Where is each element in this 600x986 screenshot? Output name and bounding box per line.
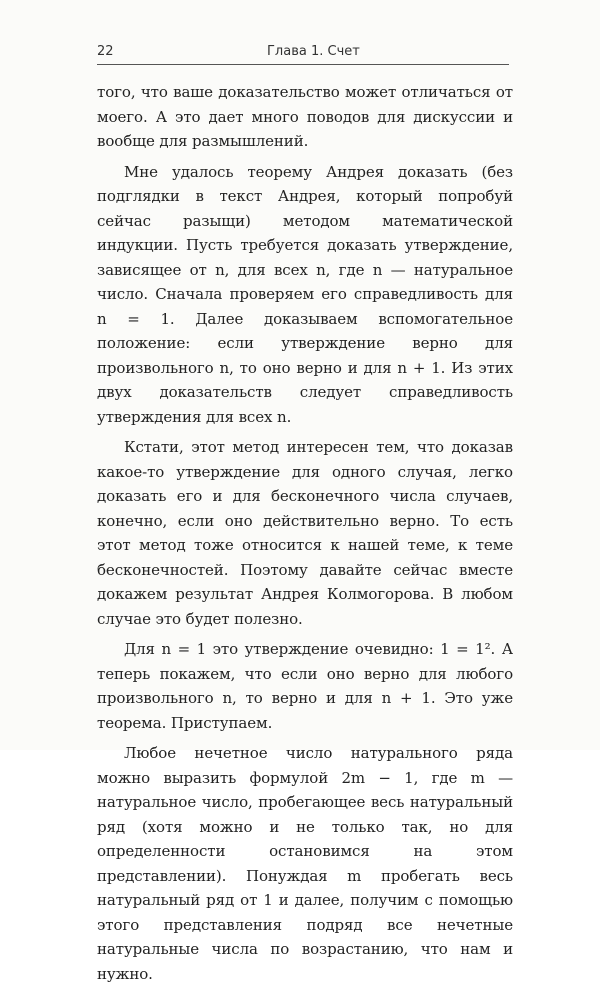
paragraph-4: Для n = 1 это утверждение очевидно: 1 = 1². А теперь покажем, что если оно верно для любого произвольного n, то верно и для n + 1. Это уже теорема. Приступаем.	[97, 640, 513, 732]
paragraph-5: Любое нечетное число натурального ряда можно выразить формулой 2m − 1, где m — натуральное число, пробегающее весь натуральный ряд (хотя можно и не только так, но для определенности остановимся на этом представлении). Понуждая m пробегать весь натуральный ряд от 1 и далее, получим с помощью этого представления подряд все нечетные натуральные числа по возрастанию, что нам и нужно.	[97, 744, 513, 983]
body-text	[97, 80, 513, 986]
page-header	[97, 42, 509, 65]
paragraph-1: того, что ваше доказательство может отличаться от моего. А это дает много поводов для дискуссии и вообще для размышлений.	[97, 83, 513, 150]
page-number: 22	[97, 44, 114, 59]
running-title: Глава 1. Счет	[267, 44, 360, 59]
paragraph-2: Мне удалось теорему Андрея доказать (без подглядки в текст Андрея, который попробуй сейчас разыщи) методом математической индукции. Пусть требуется доказать утверждение, зависящее от n, для всех n, где n — натуральное число. Сначала проверяем его справедливость для n = 1. Далее доказываем вспомогательное положение: если утверждение верно для произвольного n, то оно верно и для n + 1. Из этих двух доказательств следует справедливость утверждения для всех n.	[97, 162, 513, 426]
paragraph-3: Кстати, этот метод интересен тем, что доказав какое-то утверждение для одного случая, легко доказать его и для бесконечного числа случаев, конечно, если оно действительно верно. То есть этот метод тоже относится к нашей теме, к теме бесконечностей. Поэтому давайте сейчас вместе докажем результат Андрея Колмогорова. В любом случае это будет полезно.	[97, 438, 513, 628]
